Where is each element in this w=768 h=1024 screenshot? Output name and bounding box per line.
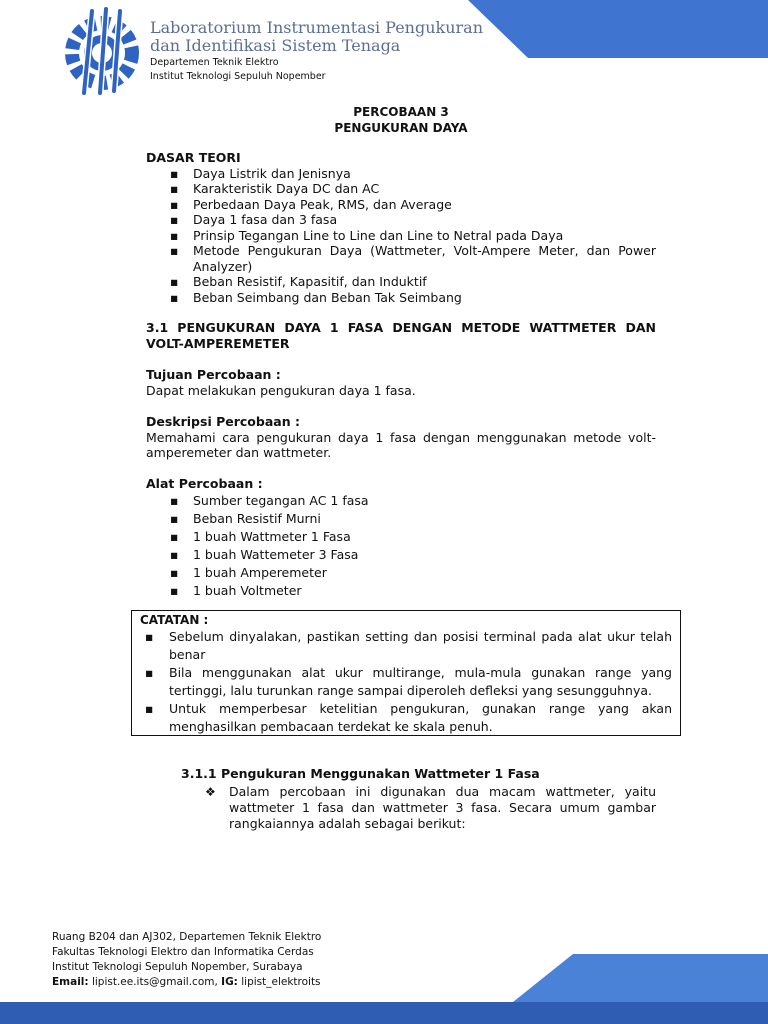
section-3-1-1-text: Dalam percobaan ini digunakan dua macam wattmeter, yaitu wattmeter 1 fasa dan wattmeter 3 fasa. Secara umum gambar rangkaiannya adalah sebagai berikut:	[229, 784, 656, 831]
list-item: ▪ Daya 1 fasa dan 3 fasa	[170, 212, 338, 227]
catatan-heading: CATATAN :	[140, 613, 209, 627]
alat-heading: Alat Percobaan :	[146, 476, 263, 491]
footer-social	[52, 975, 321, 990]
deskripsi-text: Memahami cara pengukuran daya 1 fasa dengan menggunakan metode volt-amperemeter dan wattmeter.	[146, 429, 656, 460]
list-item: ▪ 1 buah Wattmeter 1 Fasa	[170, 528, 351, 544]
dasar-teori-heading: DASAR TEORI	[146, 150, 241, 165]
list-item: ▪ 1 buah Amperemeter	[170, 564, 327, 580]
list-item: ▪ Metode Pengukuran Daya (Wattmeter, Volt-Ampere Meter, dan Power Analyzer)	[170, 243, 656, 274]
list-item: ▪ Perbedaan Daya Peak, RMS, dan Average	[170, 196, 452, 212]
section-3-1-1-paragraph	[205, 784, 656, 832]
department-name: Departemen Teknik Elektro	[150, 57, 279, 68]
dasar-teori-section	[146, 150, 656, 305]
catatan-box	[131, 610, 681, 736]
tujuan-heading: Tujuan Percobaan :	[146, 367, 281, 382]
email-label: Email:	[52, 976, 89, 988]
catatan-list	[132, 628, 672, 736]
dasar-teori-list	[146, 166, 656, 306]
list-item: ▪ Prinsip Tegangan Line to Line dan Line to Netral pada Daya	[170, 227, 564, 243]
list-item: ▪ Daya Listrik dan Jenisnya	[170, 165, 351, 181]
footer-room: Ruang B204 dan AJ302, Departemen Teknik Elektro	[52, 931, 322, 943]
ig-handle[interactable]: lipist_elektroits	[237, 976, 321, 988]
lab-logo-icon	[62, 5, 142, 97]
section-3-1-heading: 3.1 PENGUKURAN DAYA 1 FASA DENGAN METODE WATTMETER DAN VOLT-AMPEREMETER	[146, 320, 656, 351]
header-accent-shape	[468, 0, 768, 58]
experiment-number: PERCOBAAN 3	[353, 105, 449, 119]
list-item: ▪ 1 buah Wattemeter 3 Fasa	[170, 546, 359, 562]
list-item: ▪ Sumber tegangan AC 1 fasa	[170, 492, 369, 508]
deskripsi-heading: Deskripsi Percobaan :	[146, 414, 300, 429]
tujuan-section	[146, 367, 656, 398]
list-item: ▪ Untuk memperbesar ketelitian pengukuran, gunakan range yang akan menghasilkan pembacaan terdekat ke skala penuh.	[145, 701, 672, 734]
list-item: ▪ Karakteristik Daya DC dan AC	[170, 181, 380, 196]
lab-title-line2: dan Identifikasi Sistem Tenaga	[150, 36, 401, 55]
list-item: ▪ 1 buah Voltmeter	[170, 582, 302, 598]
section-3-1-1-heading: 3.1.1 Pengukuran Menggunakan Wattmeter 1 Fasa	[181, 766, 540, 781]
list-item: ▪ Beban Seimbang dan Beban Tak Seimbang	[170, 289, 462, 305]
footer-band	[0, 1002, 768, 1024]
deskripsi-section	[146, 414, 656, 461]
email-link[interactable]: lipist.ee.its@gmail.com,	[88, 976, 222, 988]
footer-accent-shape	[513, 954, 768, 1002]
footer-faculty: Fakultas Teknologi Elektro dan Informatika Cerdas	[52, 946, 314, 958]
footer-institute: Institut Teknologi Sepuluh Nopember, Surabaya	[52, 961, 303, 973]
alat-section	[146, 476, 656, 600]
ig-label: IG:	[221, 976, 238, 988]
list-item: ▪ Bila menggunakan alat ukur multirange, mula-mula gunakan range yang tertinggi, lalu turunkan range sampai diperoleh defleksi yang sesungguhnya.	[145, 665, 672, 698]
list-item: ▪ Sebelum dinyalakan, pastikan setting dan posisi terminal pada alat ukur telah benar	[145, 629, 672, 662]
list-item: ▪ Beban Resistif Murni	[170, 510, 321, 526]
page-title	[146, 104, 656, 136]
diamond-bullet-icon: ❖	[205, 785, 216, 799]
institute-name: Institut Teknologi Sepuluh Nopember	[150, 71, 326, 82]
lab-title	[150, 19, 483, 55]
alat-list	[146, 492, 656, 600]
experiment-name: PENGUKURAN DAYA	[334, 121, 468, 135]
lab-title-line1: Laboratorium Instrumentasi Pengukuran	[150, 18, 484, 37]
tujuan-text: Dapat melakukan pengukuran daya 1 fasa.	[146, 382, 416, 398]
list-item: ▪ Beban Resistif, Kapasitif, dan Induktif	[170, 274, 427, 289]
department-info	[150, 56, 326, 84]
footer-contact	[52, 930, 321, 990]
